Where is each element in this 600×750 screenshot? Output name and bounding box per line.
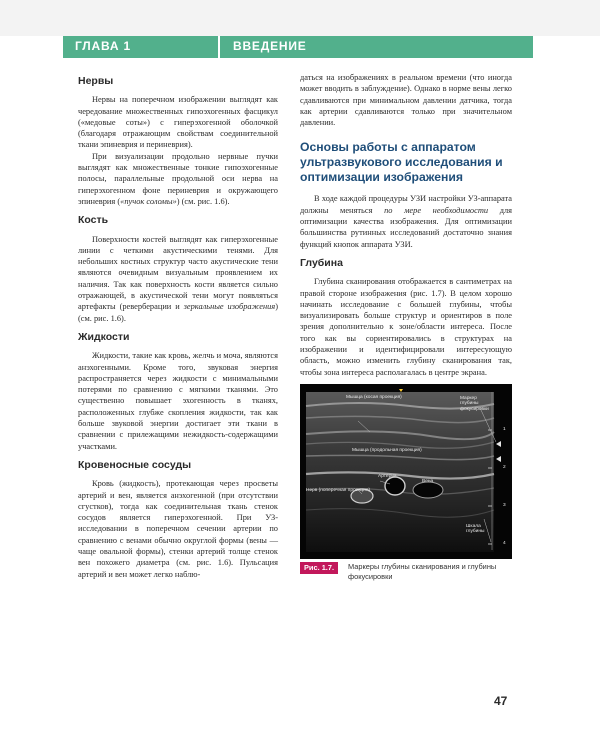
chapter-header-bar — [63, 36, 533, 58]
chapter-label: ГЛАВА 1 — [75, 39, 131, 53]
page-number: 47 — [494, 694, 508, 708]
figure-caption — [300, 562, 512, 581]
scale-number: 1 — [503, 426, 506, 432]
chapter-divider — [218, 36, 220, 58]
label-vein: Вена — [422, 478, 434, 484]
heading-depth: Глубина — [300, 256, 343, 269]
heading-bone: Кость — [78, 214, 109, 227]
paragraph-fluids: Жидкости, такие как кровь, желчь и моча, являются анэхогенными. Кроме того, звуковая энергия распространяется через жидкости с минимальными потерями по сравнению с мягкими тканями. Это существенно повышает эхогенность в тканях, расположенных глубже скопления жидкости, так как больше звуковой энергии достигает эти ткани в сравнении с прилежащими нежидкость-содержащими участками. — [78, 351, 278, 451]
label-muscle-long: Мышца (продольная проекция) — [352, 447, 422, 453]
label-artery: Артерия — [378, 473, 397, 479]
top-stripe — [0, 0, 600, 36]
chapter-title: ВВЕДЕНИЕ — [233, 39, 307, 53]
artery-shape — [385, 477, 405, 495]
scale-number: 4 — [503, 540, 506, 546]
heading-vessels: Кровеносные сосуды — [78, 458, 192, 471]
label-depth-scale: Шкала глубины — [466, 523, 485, 535]
ultrasound-figure — [300, 384, 512, 559]
paragraph-vessels-continued: даться на изображениях в реальном времени (что иногда может вводить в заблуждение). Однако в норме вены легко сдавливаются при минимальном давлении датчика, тогда как артерии сдавливаются только при значительном давлении. — [300, 73, 512, 128]
heading-nerves: Нервы — [78, 75, 114, 87]
paragraph-nerves-1: Нервы на поперечном изображении выглядят как чередование множественных гипоэхогенных фасцикул («медовые соты») с гиперэхогенной оболочкой (благодаря отражающим свойствам соединительной ткани эпиневрия и периневрия). — [78, 95, 278, 150]
scale-number: 3 — [503, 502, 506, 508]
figure-caption-text: Маркеры глубины сканирования и глубины фокусировки — [348, 561, 497, 581]
figure-number: Рис. 1.7. — [300, 562, 338, 574]
paragraph-intro: В ходе каждой процедуры УЗИ настройки УЗ-аппарата должны меняться по мере необходимости для оптимизации качества изображения. Для оптимизации большинства рутинных исследований достаточно знания функций кнопок аппарата УЗИ. — [300, 194, 512, 249]
right-column — [300, 72, 512, 581]
paragraph-vessels: Кровь (жидкость), протекающая через просветы артерий и вен, является анэхогенной (при отсутствии сгустков), тогда как соединительная ткань стенок сосудов является гиперэхогенной. При УЗ-исследовании в поперечном сечении артерии по сравнению с венами обычно округлой формы (вены — чаще овальной формы), стенки артерий толще стенок вен похожего диаметра (см. рис. 1.6). Пульсация артерий и вен может легко наблю- — [78, 479, 278, 579]
paragraph-depth: Глубина сканирования отображается в сантиметрах на правой стороне изображения (рис. 1.7). В целом хорошо начинать исследование с большей глубины, чтобы визуализировать больше структур и ориентиров в поле зрения дополнительно к зоне/области интереса. После того как вы сориентировались в структурах на изображении и идентифицировали интересующую область, можно изменить глубину сканирования так, чтобы зона интереса располагалась в центре экрана. — [300, 277, 512, 377]
label-focus-marker: Маркер глубины фокусировки — [460, 395, 489, 412]
scale-number: 2 — [503, 464, 506, 470]
section-title: Основы работы с аппаратом ультразвукового исследования и оптимизации изображения — [300, 140, 503, 185]
paragraph-bone: Поверхности костей выглядят как гиперэхогенные линии с четкими акустическими тенями. Для небольших костных структур часто акустические тени являются очевидным визуальным проявлением их наличия. Так как поверхность кости является сильно отражающей, в акустической тени могут появляться артефакты (реверберации и зеркальные изображения) (см. рис. 1.6). — [78, 234, 278, 323]
heading-fluids: Жидкости — [78, 330, 130, 343]
left-column — [78, 72, 278, 580]
label-nerve: Нерв (поперечная проекция) — [306, 487, 371, 493]
paragraph-nerves-2: При визуализации продольно нервные пучки выглядят как множественные тонкие гипоэхогенные полосы, параллельные продольной оси нерва на гиперэхогенном фоне периневрия и окружающего эпиневрия («пучок соломы») (см. рис. 1.6). — [78, 151, 278, 206]
label-muscle-oblique: Мышца (косая проекция) — [346, 394, 402, 400]
